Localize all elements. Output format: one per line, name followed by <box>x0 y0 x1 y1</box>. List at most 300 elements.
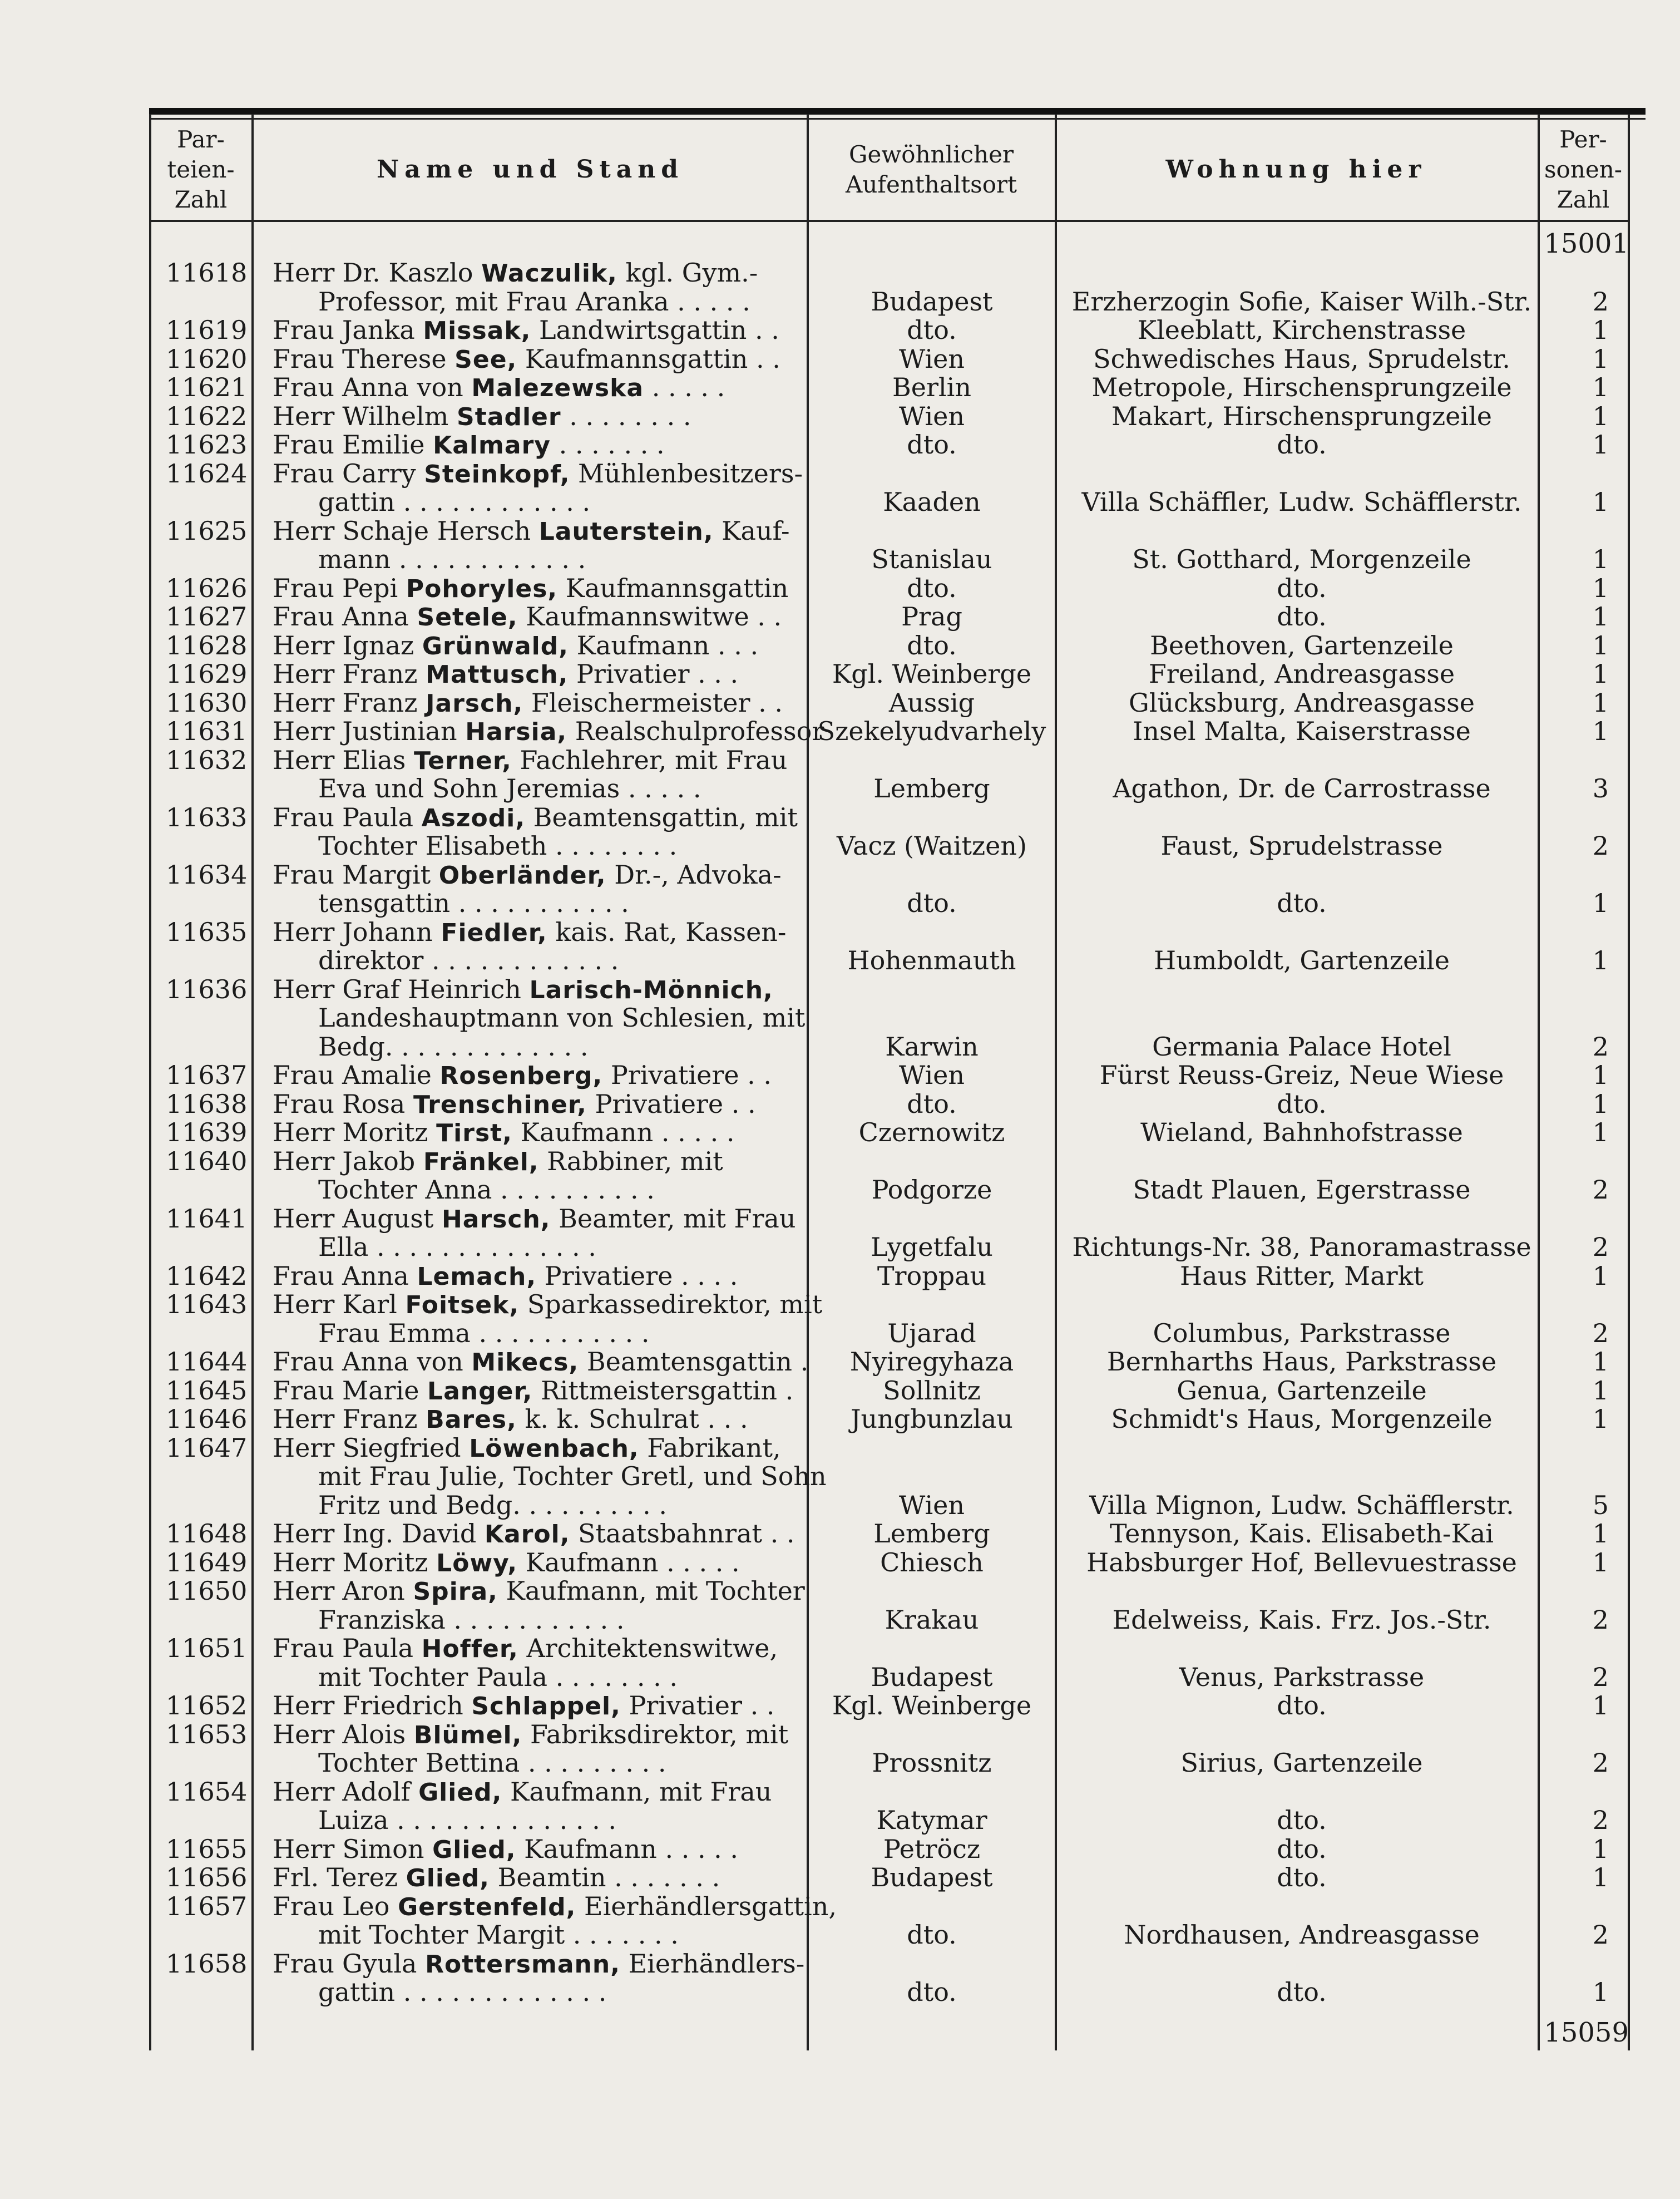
name-line <box>273 1891 837 1921</box>
name-line <box>273 373 800 402</box>
persons-count: 2 <box>1592 831 1609 861</box>
surname: Trenschiner, <box>413 1090 587 1119</box>
surname: Larisch-Mönnich, <box>529 975 773 1004</box>
given-name: Graf Heinrich <box>342 974 521 1004</box>
usual-residence: Berlin <box>892 372 972 402</box>
given-name: Karl <box>342 1289 397 1319</box>
surname: Glied, <box>418 1778 502 1807</box>
given-name: Justinian <box>342 716 457 746</box>
residence-here: Fürst Reuss-Greiz, Neue Wiese <box>1099 1060 1504 1090</box>
residence-here: Edelweiss, Kais. Frz. Jos.-Str. <box>1112 1604 1491 1635</box>
final-total: 15059 <box>1544 2017 1629 2048</box>
residence-here: dto. <box>1277 1862 1327 1892</box>
name-line <box>273 1089 800 1118</box>
party-number: 11637 <box>166 1060 248 1090</box>
name-line <box>273 402 800 431</box>
occupation: . . . . . <box>651 372 725 402</box>
name-line <box>273 631 800 660</box>
residence-here: dto. <box>1277 430 1327 460</box>
surname: Oberländer, <box>438 861 606 890</box>
given-name: Adolf <box>342 1776 411 1807</box>
given-name: Siegfried <box>342 1432 461 1463</box>
occupation: Privatier . . . <box>576 659 739 689</box>
residence-here: Wieland, Bahnhofstrasse <box>1140 1117 1463 1147</box>
occupation: Privatier . . <box>629 1690 775 1720</box>
usual-residence: dto. <box>907 888 957 918</box>
usual-residence: dto. <box>907 1088 957 1119</box>
persons-count: 2 <box>1592 1661 1609 1692</box>
occupation: Eierhändlers- <box>628 1948 805 1979</box>
residence-here: Haus Ritter, Markt <box>1180 1260 1424 1291</box>
persons-count: 1 <box>1592 430 1609 460</box>
occupation: Kaufmannsgattin <box>565 573 789 603</box>
header-persons-count: Per- sonen- Zahl <box>1544 126 1622 213</box>
party-number: 11657 <box>166 1891 248 1921</box>
party-number: 11645 <box>166 1375 248 1406</box>
given-name: Gyula <box>342 1948 417 1979</box>
party-number: 11626 <box>166 573 248 603</box>
usual-residence: Kgl. Weinberge <box>832 1690 1032 1720</box>
persons-count: 1 <box>1592 1833 1609 1864</box>
surname: Setele, <box>417 603 518 632</box>
usual-residence: Wien <box>898 1490 965 1520</box>
given-name: Elias <box>342 744 406 775</box>
usual-residence: dto. <box>907 1977 957 2007</box>
salutation: Frau <box>273 573 334 603</box>
usual-residence: Nyiregyhaza <box>849 1347 1014 1377</box>
salutation: Herr <box>273 659 335 689</box>
usual-residence: Budapest <box>871 1661 993 1692</box>
given-name: Johann <box>342 916 433 947</box>
name-line <box>273 716 824 746</box>
given-name: Marie <box>342 1375 419 1406</box>
persons-count: 5 <box>1592 1490 1609 1520</box>
residence-here: Insel Malta, Kaiserstrasse <box>1133 716 1471 746</box>
name-continuation: Professor, mit Frau Aranka . . . . . <box>318 286 750 317</box>
occupation: Landwirtsgattin . . <box>538 315 779 345</box>
name-line <box>273 860 800 889</box>
salutation: Frau <box>273 315 334 345</box>
persons-count: 1 <box>1592 573 1609 603</box>
name-continuation: gattin . . . . . . . . . . . . <box>318 487 591 517</box>
salutation: Herr <box>273 974 335 1004</box>
persons-count: 1 <box>1592 544 1609 574</box>
residence-here: dto. <box>1277 888 1327 918</box>
name-line <box>273 430 800 459</box>
persons-count: 2 <box>1592 1920 1609 1950</box>
party-number: 11643 <box>166 1289 248 1319</box>
salutation: Herr <box>273 1146 335 1176</box>
salutation: Frau <box>273 1088 334 1119</box>
surname: Lemach, <box>417 1262 537 1291</box>
party-number: 11623 <box>166 430 248 460</box>
given-name: Anna <box>342 1260 409 1291</box>
surname: Langer, <box>427 1377 533 1406</box>
residence-here: Schmidt's Haus, Morgenzeile <box>1111 1404 1493 1434</box>
surname: Spira, <box>413 1577 498 1606</box>
name-line <box>273 1863 800 1892</box>
residence-here: Humboldt, Gartenzeile <box>1154 945 1450 975</box>
party-number: 11646 <box>166 1404 248 1434</box>
residence-here: Beethoven, Gartenzeile <box>1150 630 1454 660</box>
header-usual-residence: Gewöhnlicher Aufenthaltsort <box>846 141 1017 198</box>
occupation: Privatiere . . . . <box>544 1260 738 1291</box>
party-number: 11635 <box>166 916 248 947</box>
surname: Jarsch, <box>426 689 523 718</box>
residence-here: Kleeblatt, Kirchenstrasse <box>1137 315 1466 345</box>
occupation: Rabbiner, mit <box>547 1146 723 1176</box>
party-number: 11624 <box>166 458 248 489</box>
occupation: Kaufmannswitwe . . <box>526 601 782 632</box>
residence-here: dto. <box>1277 1805 1327 1835</box>
surname: Fränkel, <box>423 1147 539 1176</box>
top-rule-thin <box>149 118 1646 120</box>
party-number: 11652 <box>166 1690 248 1720</box>
surname: Rottersmann, <box>425 1950 620 1979</box>
salutation: Herr <box>273 401 335 431</box>
surname: Kalmary <box>433 431 551 460</box>
persons-count: 1 <box>1592 1547 1609 1577</box>
persons-count: 1 <box>1592 687 1609 718</box>
residence-here: Freiland, Andreasgasse <box>1148 659 1455 689</box>
salutation: Herr <box>273 916 335 947</box>
usual-residence: dto. <box>907 1920 957 1950</box>
persons-count: 1 <box>1592 487 1609 517</box>
name-line <box>273 344 800 373</box>
salutation: Frau <box>273 601 334 632</box>
name-line <box>273 315 800 344</box>
residence-here: Richtungs-Nr. 38, Panoramastrasse <box>1072 1232 1531 1262</box>
surname: Schlappel, <box>471 1692 621 1720</box>
occupation: Kaufmann, mit Tochter <box>506 1576 805 1606</box>
usual-residence: Prag <box>901 601 962 632</box>
surname: Blümel, <box>413 1720 522 1749</box>
column-divider-place <box>1055 114 1057 2050</box>
surname: Grünwald, <box>422 632 569 660</box>
party-number: 11656 <box>166 1862 248 1892</box>
name-line <box>273 516 800 545</box>
party-number: 11621 <box>166 372 248 402</box>
given-name: Moritz <box>342 1117 428 1147</box>
persons-count: 1 <box>1592 659 1609 689</box>
given-name: Dr. Kaszlo <box>342 258 473 288</box>
salutation: Frau <box>273 1375 334 1406</box>
column-divider-left <box>149 114 151 2050</box>
surname: Mikecs, <box>471 1348 579 1377</box>
name-continuation: mit Tochter Paula . . . . . . . . <box>318 1661 678 1692</box>
name-line <box>273 1634 800 1663</box>
usual-residence: Wien <box>898 343 965 374</box>
residence-here: Nordhausen, Andreasgasse <box>1124 1920 1480 1950</box>
name-line <box>273 1576 805 1606</box>
column-divider-right <box>1628 114 1630 2050</box>
name-line <box>273 803 800 832</box>
party-number: 11642 <box>166 1260 248 1291</box>
occupation: Beamter, mit Frau <box>559 1203 796 1234</box>
persons-count: 1 <box>1592 343 1609 374</box>
name-line <box>273 1204 800 1233</box>
residence-here: Sirius, Gartenzeile <box>1180 1748 1423 1778</box>
occupation: Beamtensgattin . <box>586 1347 809 1377</box>
surname: Waczulik, <box>481 259 617 288</box>
salutation: Herr <box>273 716 335 746</box>
salutation: Herr <box>273 1833 335 1864</box>
name-continuation: tensgattin . . . . . . . . . . . <box>318 888 629 918</box>
persons-count: 2 <box>1592 1805 1609 1835</box>
residence-here: dto. <box>1277 1690 1327 1720</box>
party-number: 11629 <box>166 659 248 689</box>
name-line <box>273 1433 800 1462</box>
salutation: Frau <box>273 1060 334 1090</box>
party-number: 11654 <box>166 1776 248 1807</box>
name-line <box>273 1376 800 1405</box>
name-continuation: Bedg. . . . . . . . . . . . . <box>318 1031 589 1062</box>
party-number: 11625 <box>166 515 248 546</box>
residence-here: St. Gotthard, Morgenzeile <box>1132 544 1471 574</box>
surname: See, <box>454 345 517 374</box>
usual-residence: Prossnitz <box>872 1748 992 1778</box>
residence-here: Metropole, Hirschensprungzeile <box>1091 372 1512 402</box>
header-party-number: Par- teien- Zahl <box>167 126 235 213</box>
given-name: Leo <box>342 1891 390 1921</box>
surname: Glied, <box>432 1835 516 1864</box>
usual-residence: Budapest <box>871 286 993 317</box>
given-name: Anna von <box>342 1347 463 1377</box>
usual-residence: Petröcz <box>883 1833 981 1864</box>
name-line <box>273 258 800 287</box>
persons-count: 1 <box>1592 1117 1609 1147</box>
occupation: Kauf- <box>722 515 790 546</box>
salutation: Herr <box>273 1203 335 1234</box>
party-number: 11648 <box>166 1518 248 1549</box>
party-number: 11655 <box>166 1833 248 1864</box>
persons-count: 1 <box>1592 1690 1609 1720</box>
persons-count: 1 <box>1592 1862 1609 1892</box>
salutation: Frau <box>273 859 334 890</box>
usual-residence: dto. <box>907 430 957 460</box>
name-continuation: Ella . . . . . . . . . . . . . . <box>318 1232 596 1262</box>
given-name: Simon <box>342 1833 424 1864</box>
surname: Rosenberg, <box>439 1062 603 1090</box>
persons-count: 1 <box>1592 372 1609 402</box>
usual-residence: Troppau <box>877 1260 987 1291</box>
residence-here: Villa Mignon, Ludw. Schäfflerstr. <box>1089 1490 1514 1520</box>
name-line <box>273 458 803 489</box>
name-continuation: mit Tochter Margit . . . . . . . <box>318 1920 679 1950</box>
party-number: 11647 <box>166 1432 248 1463</box>
salutation: Herr <box>273 1404 335 1434</box>
usual-residence: dto. <box>907 573 957 603</box>
usual-residence: Kgl. Weinberge <box>832 659 1032 689</box>
party-number: 11619 <box>166 315 248 345</box>
given-name: Carry <box>342 458 416 489</box>
name-line <box>273 1261 800 1290</box>
persons-count: 1 <box>1592 1977 1609 2007</box>
persons-count: 3 <box>1592 773 1609 803</box>
name-continuation: Franziska . . . . . . . . . . . <box>318 1604 625 1635</box>
occupation: Beamtin . . . . . . . <box>497 1862 720 1892</box>
given-name: Schaje Hersch <box>342 515 531 546</box>
usual-residence: Jungbunzlau <box>851 1404 1013 1434</box>
header-residence-here: Wohnung hier <box>1165 155 1427 184</box>
name-continuation: gattin . . . . . . . . . . . . . <box>318 1977 607 2007</box>
column-divider-address <box>1538 114 1540 2050</box>
residence-here: Agathon, Dr. de Carrostrasse <box>1113 773 1491 803</box>
usual-residence: Krakau <box>885 1604 979 1635</box>
given-name: Aron <box>342 1576 405 1606</box>
occupation: Rittmeistersgattin . <box>541 1375 794 1406</box>
salutation: Frau <box>273 802 334 832</box>
name-line <box>273 1061 800 1089</box>
name-line <box>273 1835 800 1863</box>
occupation: kais. Rat, Kassen- <box>555 916 787 947</box>
party-number: 11653 <box>166 1719 248 1749</box>
occupation: Beamtensgattin, mit <box>533 802 798 832</box>
salutation: Herr <box>273 744 335 775</box>
salutation: Frau <box>273 430 334 460</box>
name-continuation: Frau Emma . . . . . . . . . . . <box>318 1318 650 1348</box>
persons-count: 1 <box>1592 716 1609 746</box>
residence-here: Villa Schäffler, Ludw. Schäfflerstr. <box>1081 487 1522 517</box>
given-name: Franz <box>342 687 418 718</box>
residence-here: Makart, Hirschensprungzeile <box>1111 401 1493 431</box>
party-number: 11622 <box>166 401 248 431</box>
party-number: 11639 <box>166 1117 248 1147</box>
name-line <box>273 602 800 631</box>
occupation: kgl. Gym.- <box>625 258 758 288</box>
name-continuation: mann . . . . . . . . . . . . <box>318 544 586 574</box>
surname: Tirst, <box>436 1119 512 1147</box>
salutation: Herr <box>273 1289 335 1319</box>
party-number: 11632 <box>166 744 248 775</box>
party-number: 11620 <box>166 343 248 374</box>
occupation: Fleischermeister . . <box>531 687 783 718</box>
salutation: Frau <box>273 1891 334 1921</box>
usual-residence: Wien <box>898 401 965 431</box>
persons-count: 1 <box>1592 1088 1609 1119</box>
name-continuation: Fritz und Bedg. . . . . . . . . . <box>318 1490 668 1520</box>
occupation: Privatiere . . <box>595 1088 756 1119</box>
salutation: Herr <box>273 258 335 288</box>
persons-count: 2 <box>1592 1604 1609 1635</box>
name-line <box>273 659 800 688</box>
party-number: 11644 <box>166 1347 248 1377</box>
occupation: . . . . . . . <box>559 430 665 460</box>
name-continuation: Luiza . . . . . . . . . . . . . . <box>318 1805 616 1835</box>
party-number: 11638 <box>166 1088 248 1119</box>
party-number: 11640 <box>166 1146 248 1176</box>
residence-here: Tennyson, Kais. Elisabeth-Kai <box>1110 1518 1494 1549</box>
occupation: Staatsbahnrat . . <box>578 1518 795 1549</box>
surname: Missak, <box>423 317 531 345</box>
residence-here: Germania Palace Hotel <box>1152 1031 1451 1062</box>
surname: Gerstenfeld, <box>398 1892 576 1921</box>
party-number: 11650 <box>166 1576 248 1606</box>
usual-residence: Podgorze <box>871 1175 992 1205</box>
salutation: Herr <box>273 687 335 718</box>
surname: Foitsek, <box>405 1291 520 1319</box>
persons-count: 1 <box>1592 1260 1609 1291</box>
salutation: Herr <box>273 1432 335 1463</box>
party-number: 11658 <box>166 1948 248 1979</box>
residence-here: dto. <box>1277 601 1327 632</box>
persons-count: 1 <box>1592 888 1609 918</box>
salutation: Herr <box>273 1547 335 1577</box>
residence-here: dto. <box>1277 1833 1327 1864</box>
persons-count: 1 <box>1592 1404 1609 1434</box>
salutation: Frau <box>273 1260 334 1291</box>
surname: Pohoryles, <box>406 574 558 603</box>
name-line <box>273 574 800 603</box>
usual-residence: Sollnitz <box>883 1375 981 1406</box>
salutation: Herr <box>273 1690 335 1720</box>
surname: Fiedler, <box>441 918 547 947</box>
occupation: Kaufmann . . . <box>576 630 759 660</box>
salutation: Frau <box>273 343 334 374</box>
name-line <box>273 688 800 717</box>
persons-count: 1 <box>1592 1060 1609 1090</box>
top-rule <box>149 108 1646 115</box>
name-line <box>273 1948 805 1979</box>
salutation: Herr <box>273 1719 335 1749</box>
residence-here: Stadt Plauen, Egerstrasse <box>1133 1175 1471 1205</box>
usual-residence: dto. <box>907 630 957 660</box>
party-number: 11630 <box>166 687 248 718</box>
usual-residence: dto. <box>907 315 957 345</box>
given-name: Paula <box>342 1633 414 1663</box>
persons-count: 1 <box>1592 945 1609 975</box>
surname: Stadler <box>457 402 561 431</box>
surname: Bares, <box>426 1406 517 1434</box>
usual-residence: Hohenmauth <box>847 945 1016 975</box>
name-continuation: Tochter Bettina . . . . . . . . . <box>318 1748 666 1778</box>
surname: Terner, <box>414 746 512 775</box>
name-continuation: Tochter Elisabeth . . . . . . . . <box>318 831 678 861</box>
carry-over-total: 15001 <box>1544 228 1629 259</box>
salutation: Herr <box>273 515 335 546</box>
given-name: Terez <box>327 1862 398 1892</box>
given-name: Amalie <box>342 1060 432 1090</box>
occupation: Kaufmann . . . . . <box>520 1117 735 1147</box>
name-line <box>273 1548 800 1577</box>
usual-residence: Katymar <box>876 1805 987 1835</box>
given-name: Ignaz <box>342 630 414 660</box>
salutation: Frau <box>273 372 334 402</box>
surname: Lauterstein, <box>538 517 714 546</box>
occupation: Kaufmann . . . . . <box>525 1547 740 1577</box>
surname: Malezewska <box>471 374 644 402</box>
party-number: 11633 <box>166 802 248 832</box>
party-number: 11634 <box>166 859 248 890</box>
salutation: Herr <box>273 1518 335 1549</box>
usual-residence: Czernowitz <box>858 1117 1005 1147</box>
usual-residence: Stanislau <box>871 544 992 574</box>
occupation: Fabrikant, <box>647 1432 781 1463</box>
name-line <box>273 1289 823 1319</box>
salutation: Frau <box>273 1948 334 1979</box>
given-name: Pepi <box>342 573 398 603</box>
usual-residence: Lemberg <box>873 1518 990 1549</box>
usual-residence: Budapest <box>871 1862 993 1892</box>
usual-residence: Aussig <box>888 687 975 718</box>
persons-count: 1 <box>1592 1375 1609 1406</box>
name-line <box>273 1720 800 1749</box>
residence-here: dto. <box>1277 1977 1327 2007</box>
given-name: Rosa <box>342 1088 406 1119</box>
residence-here: dto. <box>1277 1088 1327 1119</box>
salutation: Herr <box>273 630 335 660</box>
given-name: Therese <box>342 343 447 374</box>
